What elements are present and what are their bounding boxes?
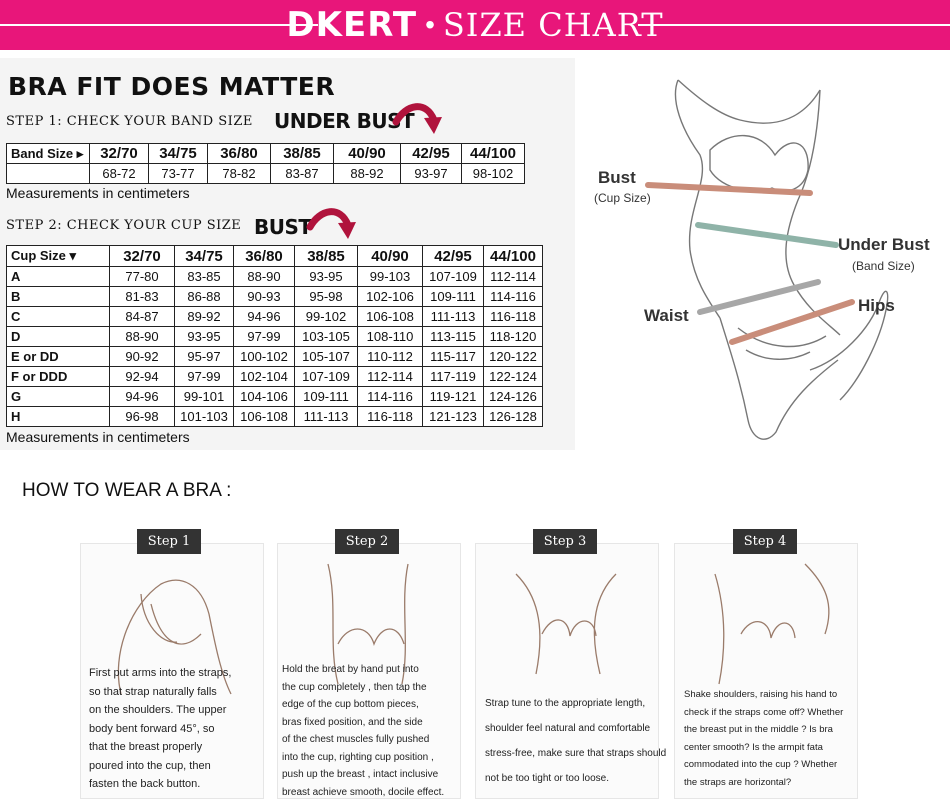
table-cell: 88-92 (334, 164, 401, 184)
waist-measure-line (700, 282, 818, 312)
table-cell: 95-98 (295, 287, 358, 307)
table-cell: 112-114 (358, 367, 423, 387)
text-line: Shake shoulders, raising his hand to (684, 686, 843, 704)
text-line: fasten the back button. (89, 775, 231, 794)
table-cell: 119-121 (423, 387, 484, 407)
table-row (7, 347, 543, 367)
table-cell: 116-118 (484, 307, 543, 327)
step-text (89, 664, 231, 794)
table-cell: 92-94 (110, 367, 175, 387)
howto-title: HOW TO WEAR A BRA : (22, 480, 231, 502)
size-header: 42/95 (401, 144, 462, 164)
table-cell: 115-117 (423, 347, 484, 367)
banner-subtitle: SIZE CHART (443, 6, 664, 44)
text-line: Hold the breat by hand put into (282, 661, 444, 679)
table-cell: 124-126 (484, 387, 543, 407)
table-cell: 111-113 (423, 307, 484, 327)
text-line: poured into the cup, then (89, 757, 231, 776)
table-cell: 116-118 (358, 407, 423, 427)
table-cell: 114-116 (358, 387, 423, 407)
text-line: the cup completely , then tap the (282, 679, 444, 697)
size-header: 44/100 (462, 144, 525, 164)
size-header: 34/75 (149, 144, 208, 164)
cup-label: F or DDD (7, 367, 110, 387)
table-cell: 83-87 (271, 164, 334, 184)
table-cell: 106-108 (234, 407, 295, 427)
table-cell: 118-120 (484, 327, 543, 347)
measurement-note: Measurements in centimeters (6, 429, 190, 445)
header-banner (0, 0, 950, 50)
table-cell (7, 164, 90, 184)
band-size-table (6, 143, 525, 184)
underbust-sublabel: (Band Size) (852, 259, 915, 273)
table-row (7, 267, 543, 287)
bust-label: Bust (598, 168, 636, 188)
table-cell: 109-111 (295, 387, 358, 407)
table-cell: 126-128 (484, 407, 543, 427)
table-cell: 95-97 (175, 347, 234, 367)
text-line: stress-free, make sure that straps should (485, 741, 666, 766)
arrow-icon (392, 98, 444, 138)
table-cell: 101-103 (175, 407, 234, 427)
arrow-icon (306, 203, 358, 243)
text-line: of the chest muscles fully pushed (282, 731, 444, 749)
table-cell: 88-90 (110, 327, 175, 347)
text-line: into the cup, righting cup position , (282, 749, 444, 767)
table-row (7, 407, 543, 427)
step-illustration (476, 544, 658, 704)
size-header: 42/95 (423, 246, 484, 267)
table-cell: 113-115 (423, 327, 484, 347)
table-cell: 114-116 (484, 287, 543, 307)
cup-size-header: Cup Size ▾ (7, 246, 110, 267)
table-cell: 96-98 (110, 407, 175, 427)
table-row (7, 287, 543, 307)
table-cell: 102-106 (358, 287, 423, 307)
table-row (7, 164, 525, 184)
table-cell: 122-124 (484, 367, 543, 387)
underbust-label: Under Bust (838, 235, 930, 255)
table-cell: 100-102 (234, 347, 295, 367)
waist-label: Waist (644, 306, 689, 326)
bust-measure-line (648, 185, 810, 193)
text-line: breast achieve smooth, docile effect. (282, 784, 444, 801)
table-cell: 97-99 (234, 327, 295, 347)
text-line: so that strap naturally falls (89, 683, 231, 702)
table-cell: 106-108 (358, 307, 423, 327)
table-cell: 84-87 (110, 307, 175, 327)
table-cell: 81-83 (110, 287, 175, 307)
table-cell: 108-110 (358, 327, 423, 347)
table-cell: 111-113 (295, 407, 358, 427)
table-cell: 93-95 (175, 327, 234, 347)
table-row (7, 367, 543, 387)
text-line: the breast put in the middle ? Is bra (684, 721, 843, 739)
table-cell: 117-119 (423, 367, 484, 387)
hips-measure-line (732, 302, 852, 342)
size-header: 36/80 (208, 144, 271, 164)
text-line: check if the straps come off? Whether (684, 704, 843, 722)
table-row (7, 144, 525, 164)
table-cell: 103-105 (295, 327, 358, 347)
underbust-measure-line (698, 225, 836, 245)
table-cell: 97-99 (175, 367, 234, 387)
table-cell: 93-95 (295, 267, 358, 287)
table-row (7, 307, 543, 327)
chart-heading: BRA FIT DOES MATTER (8, 72, 335, 101)
text-line: shoulder feel natural and comfortable (485, 716, 666, 741)
hips-label: Hips (858, 296, 895, 316)
size-header: 40/90 (334, 144, 401, 164)
table-cell: 121-123 (423, 407, 484, 427)
cup-label: G (7, 387, 110, 407)
table-cell: 99-103 (358, 267, 423, 287)
size-header: 32/70 (110, 246, 175, 267)
size-header: 38/85 (295, 246, 358, 267)
table-cell: 105-107 (295, 347, 358, 367)
table-cell: 99-102 (295, 307, 358, 327)
table-row (7, 387, 543, 407)
text-line: First put arms into the straps, (89, 664, 231, 683)
text-line: center smooth? Is the armpit fata (684, 739, 843, 757)
body-measurement-diagram (590, 60, 950, 450)
cup-label: H (7, 407, 110, 427)
cup-label: A (7, 267, 110, 287)
step2-label: STEP 2: CHECK YOUR CUP SIZE (6, 218, 241, 233)
table-cell: 109-111 (423, 287, 484, 307)
under-bust-tag: UNDER BUST (274, 109, 414, 133)
banner-separator: • (425, 9, 435, 41)
table-cell: 104-106 (234, 387, 295, 407)
table-cell: 93-97 (401, 164, 462, 184)
cup-label: D (7, 327, 110, 347)
step-text (684, 686, 843, 791)
text-line: body bent forward 45°, so (89, 720, 231, 739)
table-cell: 73-77 (149, 164, 208, 184)
table-cell: 98-102 (462, 164, 525, 184)
table-cell: 90-92 (110, 347, 175, 367)
step-illustration (675, 544, 857, 704)
size-header: 36/80 (234, 246, 295, 267)
table-row (7, 246, 543, 267)
step1-label: STEP 1: CHECK YOUR BAND SIZE (6, 114, 253, 129)
text-line: that the breast properly (89, 738, 231, 757)
text-line: commodated into the cup ? Whether (684, 756, 843, 774)
step-badge: Step 3 (533, 529, 597, 554)
step-badge: Step 2 (335, 529, 399, 554)
text-line: edge of the cup bottom pieces, (282, 696, 444, 714)
banner-title (286, 5, 663, 45)
banner-rule-left (0, 24, 318, 26)
size-header: 38/85 (271, 144, 334, 164)
measurement-note: Measurements in centimeters (6, 185, 190, 201)
table-cell: 120-122 (484, 347, 543, 367)
table-cell: 68-72 (90, 164, 149, 184)
table-cell: 94-96 (234, 307, 295, 327)
band-size-header: Band Size ▸ (7, 144, 90, 164)
table-cell: 107-109 (295, 367, 358, 387)
banner-rule-right (638, 24, 950, 26)
text-line: the straps are horizontal? (684, 774, 843, 792)
size-header: 40/90 (358, 246, 423, 267)
step-badge: Step 4 (733, 529, 797, 554)
table-row (7, 327, 543, 347)
table-cell: 110-112 (358, 347, 423, 367)
table-cell: 102-104 (234, 367, 295, 387)
cup-size-table (6, 245, 543, 427)
cup-label: B (7, 287, 110, 307)
brand-name: DKERT (286, 5, 417, 45)
table-cell: 112-114 (484, 267, 543, 287)
size-header: 34/75 (175, 246, 234, 267)
table-cell: 94-96 (110, 387, 175, 407)
table-cell: 78-82 (208, 164, 271, 184)
table-cell: 90-93 (234, 287, 295, 307)
cup-label: C (7, 307, 110, 327)
cup-label: E or DD (7, 347, 110, 367)
table-cell: 83-85 (175, 267, 234, 287)
text-line: bras fixed position, and the side (282, 714, 444, 732)
step-text (485, 691, 666, 791)
text-line: push up the breast , intact inclusive (282, 766, 444, 784)
table-cell: 89-92 (175, 307, 234, 327)
table-cell: 86-88 (175, 287, 234, 307)
size-header: 32/70 (90, 144, 149, 164)
step-badge: Step 1 (137, 529, 201, 554)
table-cell: 77-80 (110, 267, 175, 287)
table-cell: 107-109 (423, 267, 484, 287)
text-line: not be too tight or too loose. (485, 766, 666, 791)
bust-sublabel: (Cup Size) (594, 191, 651, 205)
table-cell: 88-90 (234, 267, 295, 287)
text-line: on the shoulders. The upper (89, 701, 231, 720)
step-text (282, 661, 444, 801)
size-header: 44/100 (484, 246, 543, 267)
table-cell: 99-101 (175, 387, 234, 407)
text-line: Strap tune to the appropriate length, (485, 691, 666, 716)
bust-tag: BUST (254, 215, 312, 239)
